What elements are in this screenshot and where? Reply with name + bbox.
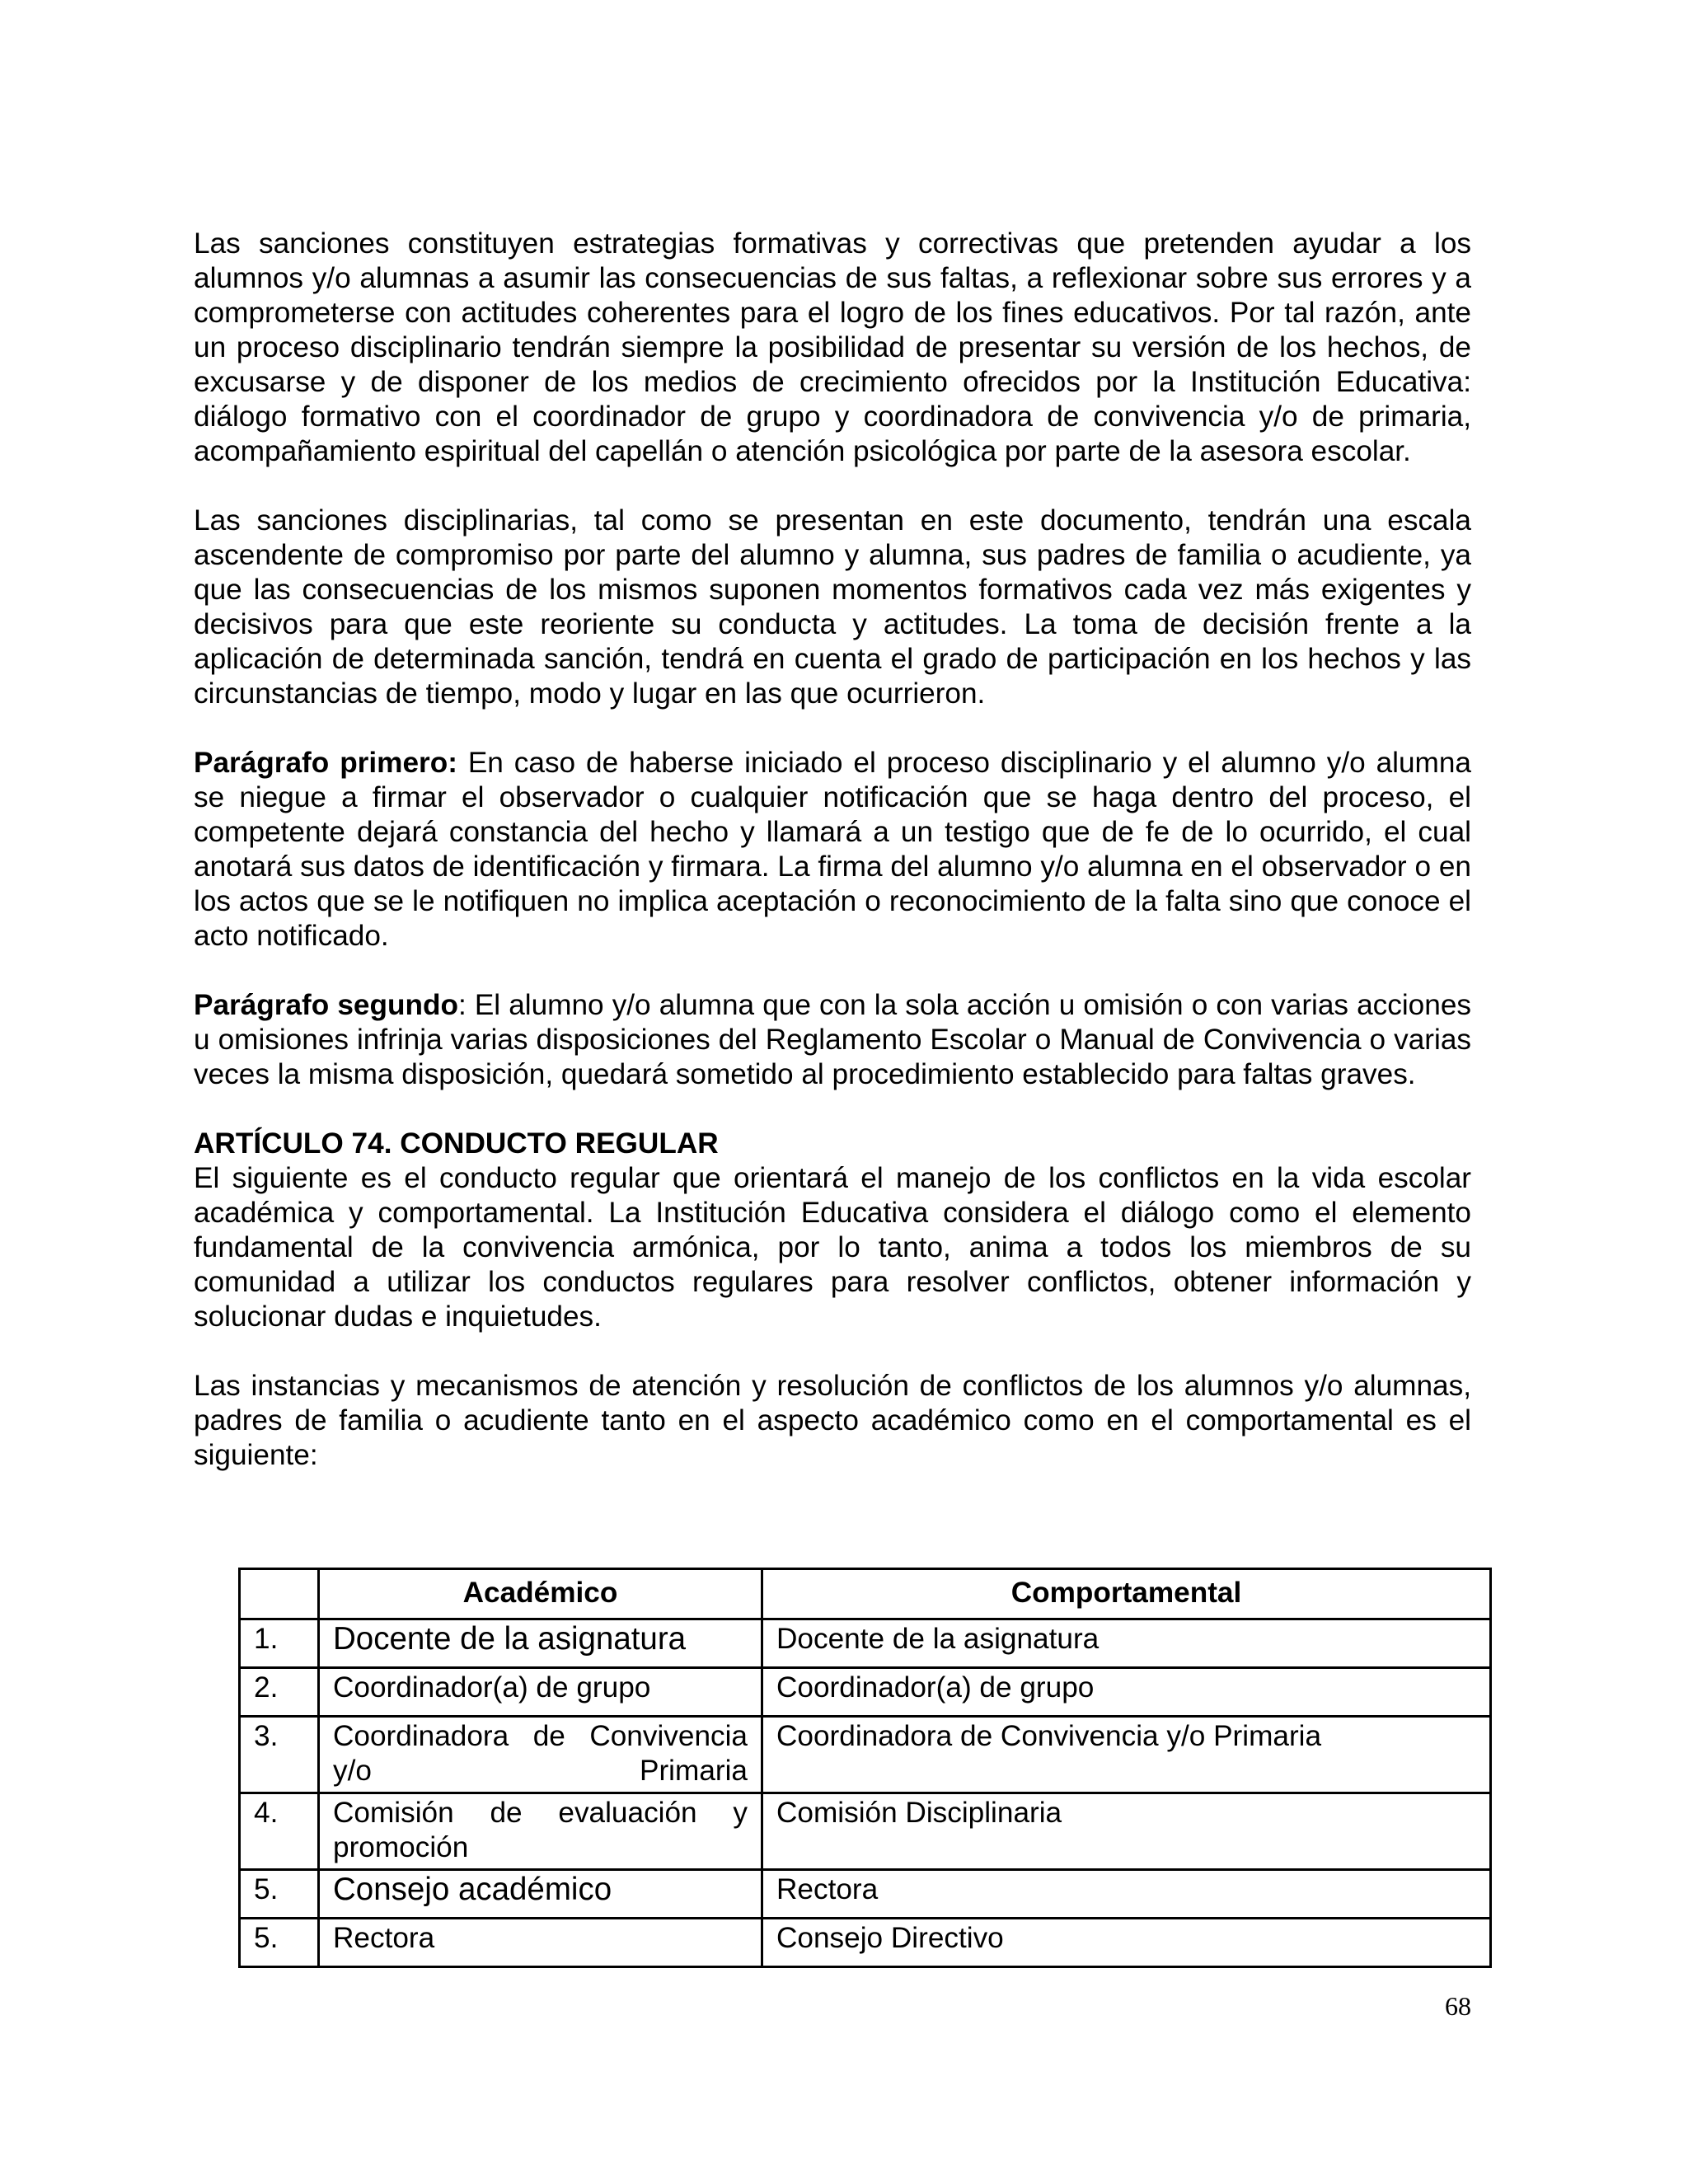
cell-academico: Docente de la asignatura [319, 1619, 762, 1668]
cell-comportamental: Coordinador(a) de grupo [762, 1668, 1491, 1717]
paragrafo-segundo-label: Parágrafo segundo [194, 989, 458, 1021]
paragrafo-primero-label: Parágrafo primero: [194, 747, 457, 779]
row-number: 4. [240, 1793, 319, 1870]
cell-academico-line2: promoción [333, 1831, 469, 1863]
row-number: 3. [240, 1717, 319, 1793]
table-row [240, 1668, 1491, 1717]
header-academico: Académico [319, 1569, 762, 1619]
table-row [240, 1919, 1491, 1967]
cell-academico [319, 1793, 762, 1870]
paragraph-conducto-regular: El siguiente es el conducto regular que orientará el manejo de los conflictos en la vida escolar académica y comportamental. La Institución Educativa considera el diálogo como el elemento fundamental de la convivencia armónica, por lo tanto, anima a todos los miembros de su comunidad a utilizar los conductos regulares para resolver conflictos, obtener información y solucionar dudas e inquietudes. [194, 1162, 1471, 1333]
table-row [240, 1793, 1491, 1870]
cell-comportamental: Coordinadora de Convivencia y/o Primaria [762, 1717, 1491, 1793]
cell-academico-line1: Coordinadora de Convivencia [333, 1720, 748, 1752]
header-comportamental: Comportamental [762, 1569, 1491, 1619]
row-number: 1. [240, 1619, 319, 1668]
paragrafo-segundo-text: : El alumno y/o alumna que con la sola acción u omisión o con varias acciones u omisiones infrinja varias disposiciones del Reglamento Escolar o Manual de Convivencia o varias veces la misma disposición, quedará sometido al procedimiento establecido para faltas graves. [194, 989, 1471, 1090]
document-body [194, 227, 1471, 1473]
row-number: 2. [240, 1668, 319, 1717]
cell-academico-line1: Comisión de evaluación y [333, 1797, 748, 1829]
page-number: 68 [1445, 1991, 1471, 2021]
table-row [240, 1619, 1491, 1668]
header-number [240, 1569, 319, 1619]
paragraph-paragrafo-segundo [194, 988, 1471, 1092]
paragrafo-primero-text: En caso de haberse iniciado el proceso disciplinario y el alumno y/o alumna se niegue a firmar el observador o cualquier notificación que se haga dentro del proceso, el competente dejará constancia del hecho y llamará a un testigo que de fe de lo ocurrido, el cual anotará sus datos de identificación y firmara. La firma del alumno y/o alumna en el observador o en los actos que se le notifiquen no implica aceptación o reconocimiento de la falta sino que conoce el acto notificado. [194, 747, 1471, 952]
table-row [240, 1717, 1491, 1793]
paragraph-sanciones-disciplinarias: Las sanciones disciplinarias, tal como se presentan en este documento, tendrán una escala ascendente de compromiso por parte del alumno y alumna, sus padres de familia o acudiente, ya que las consecuencias de los mismos suponen momentos formativos cada vez más exigentes y decisivos para que este reoriente su conducta y actitudes. La toma de decisión frente a la aplicación de determinada sanción, tendrá en cuenta el grado de participación en los hechos y las circunstancias de tiempo, modo y lugar en las que ocurrieron. [194, 504, 1471, 710]
cell-academico: Rectora [319, 1919, 762, 1967]
cell-academico-line2: y/o Primaria [333, 1755, 748, 1787]
cell-academico: Consejo académico [319, 1870, 762, 1919]
cell-academico [319, 1717, 762, 1793]
table-row [240, 1870, 1491, 1919]
row-number: 5. [240, 1919, 319, 1967]
table-header-row [240, 1569, 1491, 1619]
cell-comportamental: Consejo Directivo [762, 1919, 1491, 1967]
conducto-regular-table [238, 1568, 1492, 1968]
cell-comportamental: Rectora [762, 1870, 1491, 1919]
article-heading: ARTÍCULO 74. CONDUCTO REGULAR [194, 1127, 719, 1160]
paragraph-sanciones: Las sanciones constituyen estrategias formativas y correctivas que pretenden ayudar a los alumnos y/o alumnas a asumir las consecuencias de sus faltas, a reflexionar sobre sus errores y a comprometerse con actitudes coherentes para el logro de los fines educativos. Por tal razón, ante un proceso disciplinario tendrán siempre la posibilidad de presentar su versión de los hechos, de excusarse y de disponer de los medios de crecimiento ofrecidos por la Institución Educativa: diálogo formativo con el coordinador de grupo y coordinadora de convivencia y/o de primaria, acompañamiento espiritual del capellán o atención psicológica por parte de la asesora escolar. [194, 227, 1471, 467]
cell-comportamental: Docente de la asignatura [762, 1619, 1491, 1668]
paragraph-paragrafo-primero [194, 746, 1471, 954]
paragraph-instancias: Las instancias y mecanismos de atención y resolución de conflictos de los alumnos y/o alumnas, padres de familia o acudiente tanto en el aspecto académico como en el comportamental es el siguiente: [194, 1370, 1471, 1471]
cell-comportamental: Comisión Disciplinaria [762, 1793, 1491, 1870]
row-number: 5. [240, 1870, 319, 1919]
cell-academico: Coordinador(a) de grupo [319, 1668, 762, 1717]
